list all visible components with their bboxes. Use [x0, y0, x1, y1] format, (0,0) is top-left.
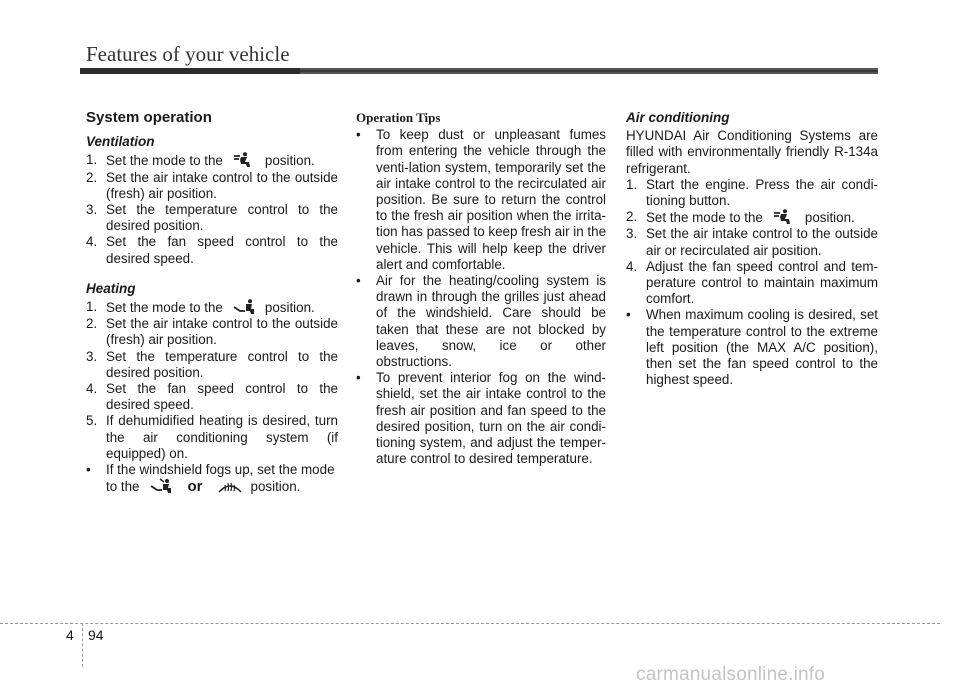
list-item [86, 170, 338, 202]
footer-divider [82, 623, 83, 667]
bullet-symbol: • [356, 127, 361, 143]
item-text: Set the temperature control to the desired position. [106, 202, 338, 234]
item-text: Set the air intake control to the outside (fresh) air position. [106, 169, 338, 201]
face-vent-mode-icon [771, 209, 797, 225]
item-number: 1. [626, 176, 638, 192]
bullet-symbol: • [356, 370, 361, 386]
watermark: carmanualsonline.info [636, 664, 826, 685]
page-number: 94 [88, 627, 104, 643]
list-item [626, 307, 878, 388]
item-number: 1. [86, 299, 98, 315]
list-item [86, 152, 338, 169]
item-number: 2. [626, 209, 638, 225]
item-text: to the [106, 479, 140, 495]
list-item [86, 349, 338, 381]
list-item [626, 209, 878, 226]
list-item [626, 177, 878, 209]
bullet-symbol: • [356, 273, 361, 289]
item-number: 4. [626, 258, 638, 274]
item-number: 2. [86, 316, 98, 332]
item-text: To prevent interior fog on the wind-shield, set the air intake control to the fresh air position and fan speed to the desired position, turn on the air condi-tioning system, and adjust the temper-ature control to desired temperature. [376, 370, 606, 467]
column-right [626, 110, 878, 388]
header-title: Features of your vehicle [86, 42, 290, 66]
list-item [86, 462, 338, 495]
item-number: 3. [626, 226, 638, 242]
item-number: 1. [86, 152, 98, 168]
list-item [86, 202, 338, 234]
list-item [86, 299, 338, 316]
item-text: Set the mode to the [646, 210, 763, 226]
section-title: System operation [86, 109, 212, 126]
list-item [86, 381, 338, 413]
item-text: Set the fan speed control to the desired speed. [106, 234, 338, 266]
or-word: or [187, 478, 203, 496]
ventilation-heading: Ventilation [86, 134, 155, 150]
footer-rule [0, 623, 940, 624]
item-number: 5. [86, 413, 98, 429]
list-item [86, 413, 338, 462]
item-number: 4. [86, 234, 98, 250]
item-text: Set the temperature control to the desired position. [106, 348, 338, 380]
item-text: position. [264, 300, 315, 316]
item-text: If dehumidified heating is desired, turn the air conditioning system (if equipped) on. [106, 413, 338, 461]
list-item [356, 273, 606, 370]
item-text: position. [250, 479, 301, 495]
item-text: position. [804, 210, 855, 226]
item-text: position. [264, 153, 315, 169]
intro-paragraph: HYUNDAI Air Conditioning Systems are filled with environmentally friendly R-134a refrigerant. [626, 128, 878, 176]
item-text: To keep dust or unpleasant fumes from entering the vehicle through the venti-lation system, temporarily set the air intake control to the recirculated air position. Be sure to return the control to the fresh air position when the irrita-tion has passed to keep fresh air in the vehicle. This will help keep the driver alert and comfortable. [376, 127, 607, 272]
item-text: Adjust the fan speed control and tem-perature control to maintain maximum comfort. [646, 258, 878, 307]
list-item [356, 127, 606, 273]
list-item [86, 316, 338, 348]
item-number: 4. [86, 381, 98, 397]
item-text: Start the engine. Press the air condi-tioning button. [646, 176, 878, 209]
air-conditioning-heading: Air conditioning [626, 110, 730, 125]
bullet-symbol: • [86, 462, 91, 478]
item-text: Set the fan speed control to the desired speed. [106, 381, 338, 413]
floor-heat-mode-icon [231, 299, 257, 315]
item-number: 2. [86, 169, 98, 185]
item-text: Set the air intake control to the outside (fresh) air position. [106, 316, 338, 348]
windshield-defrost-icon [217, 478, 243, 494]
item-text: Set the mode to the [106, 300, 223, 316]
heating-heading: Heating [86, 280, 136, 296]
operation-tips-heading: Operation Tips [356, 110, 441, 125]
column-left [86, 110, 338, 495]
column-middle [356, 110, 606, 467]
list-item [626, 259, 878, 308]
chapter-number: 4 [66, 627, 74, 643]
item-number: 3. [86, 348, 98, 364]
header-rule [80, 68, 878, 74]
item-number: 3. [86, 202, 98, 218]
item-text: Set the mode to the [106, 153, 223, 169]
list-item [356, 370, 606, 467]
item-text: Set the air intake control to the outside air or recirculated air position. [646, 226, 878, 258]
floor-defrost-mode-icon [148, 478, 174, 494]
item-text: Air for the heating/cooling system is drawn in through the grilles just ahead of the windshield. Care should be taken that these are not blocked by leaves, snow, ice or other obstructions. [376, 273, 606, 370]
item-text: When maximum cooling is desired, set the temperature control to the extreme left position (the MAX A/C position), then set the fan speed control to the highest speed. [646, 307, 878, 388]
item-text: If the windshield fogs up, set the mode [106, 462, 335, 478]
face-vent-mode-icon [231, 152, 257, 168]
bullet-symbol: • [626, 307, 631, 323]
list-item [86, 234, 338, 266]
list-item [626, 226, 878, 258]
